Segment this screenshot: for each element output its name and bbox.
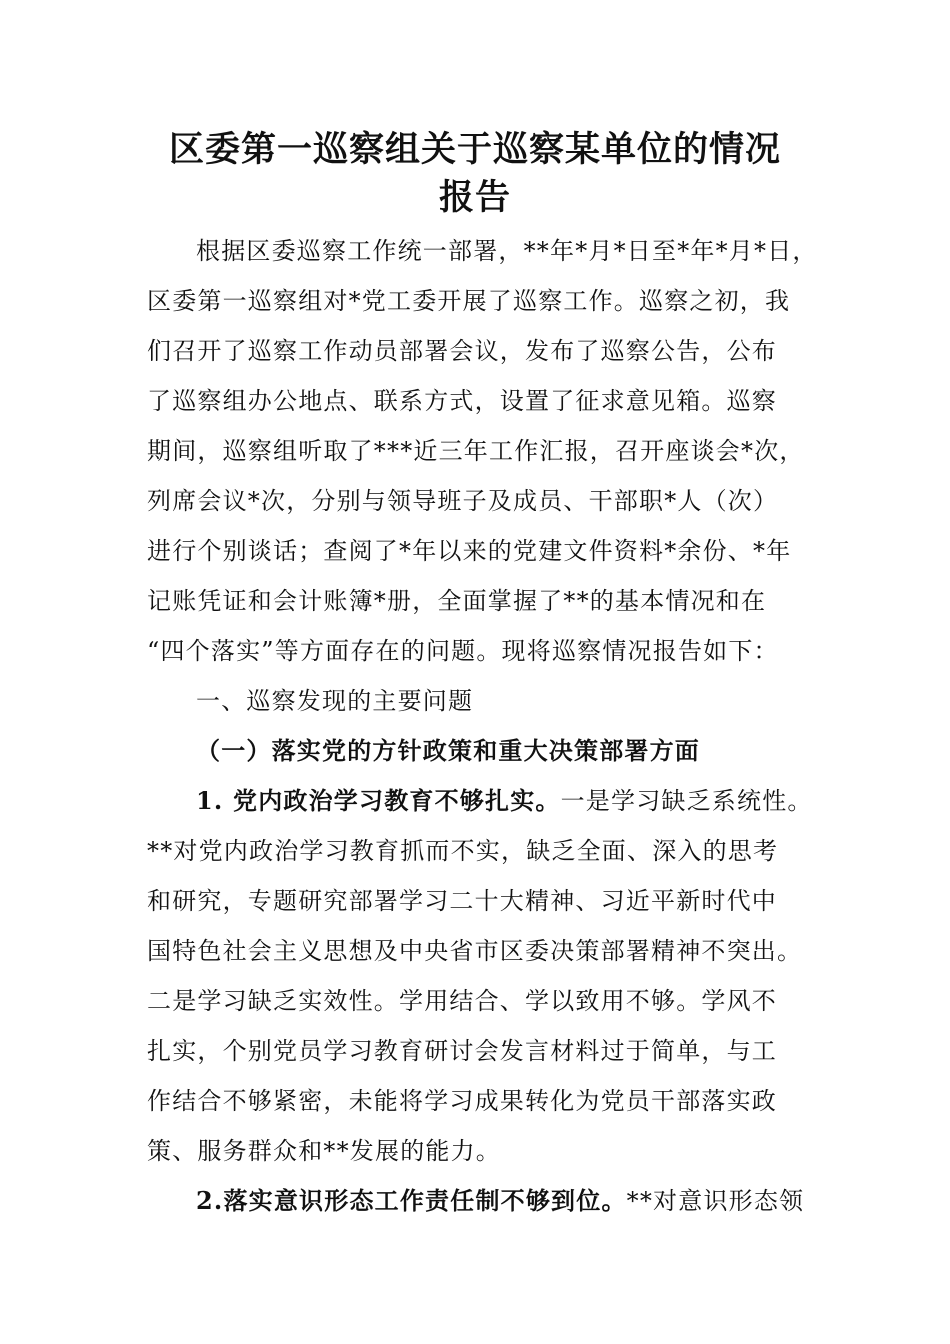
item-1-line: 策、服务群众和**发展的能力。: [147, 1137, 501, 1165]
item-1-line: 二是学习缺乏实效性。学用结合、学以致用不够。学风不: [147, 987, 777, 1015]
item-1-line: 国特色社会主义思想及中央省市区委决策部署精神不突出。: [147, 937, 803, 965]
item-1-line: 作结合不够紧密，未能将学习成果转化为党员干部落实政: [147, 1087, 777, 1115]
intro-paragraph-line: 进行个别谈话；查阅了*年以来的党建文件资料*余份、*年: [147, 537, 792, 565]
item-1-heading: 1. 党内政治学习教育不够扎实。: [196, 786, 561, 815]
intro-paragraph-line: 列席会议*次，分别与领导班子及成员、干部职*人（次）: [147, 487, 779, 515]
item-1-first-line: [196, 786, 813, 816]
intro-paragraph-line: 了巡察组办公地点、联系方式，设置了征求意见箱。巡察: [147, 387, 777, 415]
document-title-line-2: 报告: [438, 177, 511, 218]
item-1-line: 扎实，个别党员学习教育研讨会发言材料过于简单，与工: [147, 1037, 777, 1065]
item-1-first-text: 一是学习缺乏系统性。: [560, 787, 813, 815]
intro-paragraph-line: 根据区委巡察工作统一部署，**年*月*日至*年*月*日，: [196, 237, 818, 265]
item-2-first-line: [196, 1186, 804, 1216]
item-1-line: 和研究，专题研究部署学习二十大精神、习近平新时代中: [147, 887, 777, 915]
item-2-first-text: **对意识形态领: [626, 1187, 805, 1215]
subsection-heading: （一）落实党的方针政策和重大决策部署方面: [196, 736, 700, 765]
item-1-line: **对党内政治学习教育抓而不实，缺乏全面、深入的思考: [147, 837, 779, 865]
intro-paragraph-line: 记账凭证和会计账簿*册，全面掌握了**的基本情况和在: [147, 587, 767, 615]
document-title-line-1: 区委第一巡察组关于巡察某单位的情况: [168, 129, 781, 170]
intro-paragraph-line: 们召开了巡察工作动员部署会议，发布了巡察公告，公布: [147, 337, 777, 365]
item-2-heading: 2.落实意识形态工作责任制不够到位。: [196, 1186, 627, 1215]
intro-paragraph-line: 期间，巡察组听取了***近三年工作汇报，召开座谈会*次，: [147, 437, 805, 465]
section-heading: 一、巡察发现的主要问题: [196, 687, 474, 715]
intro-paragraph-line: 区委第一巡察组对*党工委开展了巡察工作。巡察之初，我: [147, 287, 791, 315]
intro-paragraph-line: “四个落实”等方面存在的问题。现将巡察情况报告如下：: [147, 637, 779, 665]
